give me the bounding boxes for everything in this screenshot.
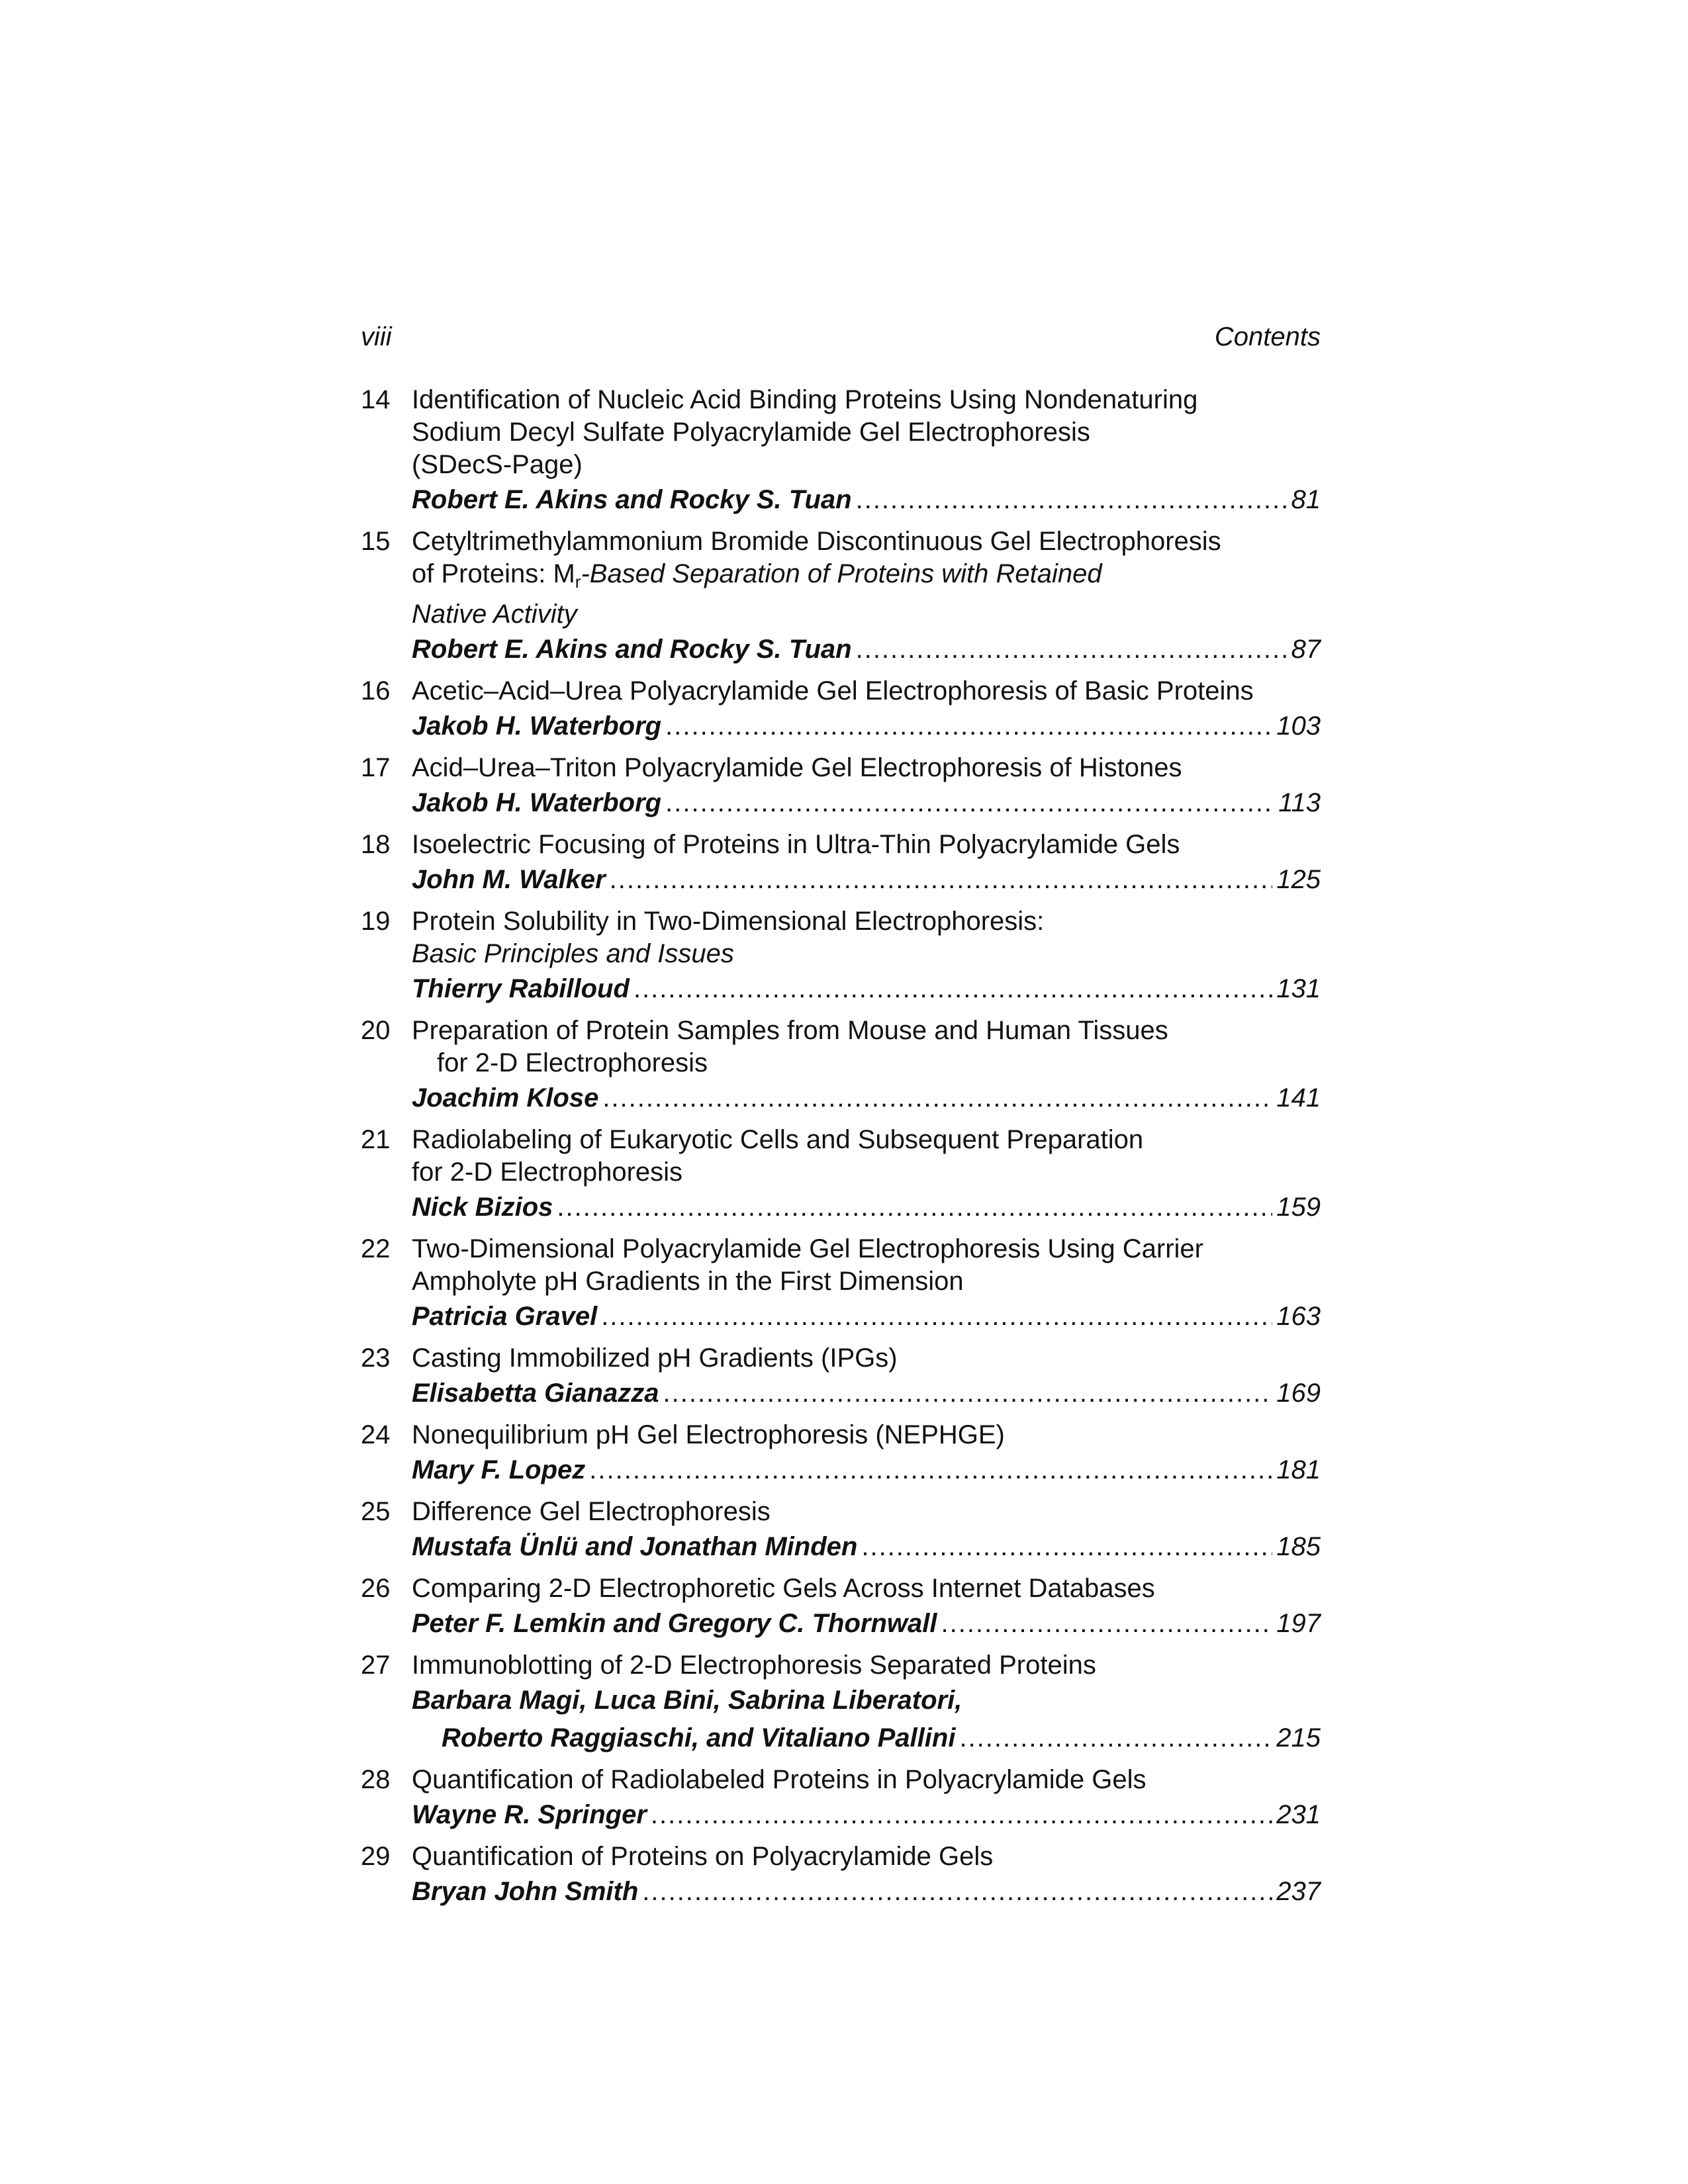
page-number: 159 [1276,1193,1321,1222]
chapter-title-segment: -Based Separation of Proteins with Retained [581,559,1102,588]
author-line [412,1189,1321,1226]
toc-entry-28[interactable] [361,1764,1321,1834]
page-number: 197 [1276,1609,1321,1638]
chapter-title-line: Sodium Decyl Sulfate Polyacrylamide Gel Electrophoresis [412,418,1090,447]
toc-entry-21[interactable] [361,1124,1321,1226]
author-line [412,1298,1321,1336]
page-number: 215 [1276,1723,1321,1752]
toc-entry-24[interactable] [361,1419,1321,1489]
chapter-title-line: Immunoblotting of 2-D Electrophoresis Separated Proteins [412,1651,1096,1680]
author-line [412,1796,1321,1834]
chapter-number: 27 [361,1651,391,1680]
toc-entry-18[interactable] [361,829,1321,899]
page-number-roman: viii [361,322,392,351]
page-number: 181 [1276,1455,1321,1484]
dot-leader [861,1528,1272,1566]
chapter-authors: Barbara Magi, Luca Bini, Sabrina Liberatori, [412,1686,962,1715]
toc-entry-26[interactable] [361,1572,1321,1643]
chapter-number: 23 [361,1343,391,1373]
dot-leader [665,784,1274,822]
chapter-authors: Jakob H. Waterborg [412,788,662,817]
page-number: 87 [1291,635,1321,664]
author-line [412,631,1321,668]
chapter-title-line: Casting Immobilized pH Gradients (IPGs) [412,1343,898,1373]
dot-leader [856,631,1288,668]
chapter-authors: Mustafa Ünlü and Jonathan Minden [412,1532,858,1561]
page-number: 103 [1276,711,1321,741]
page-number: 185 [1276,1532,1321,1561]
page-number: 231 [1276,1800,1321,1829]
author-line [412,861,1321,899]
chapter-title-line [412,558,1321,598]
chapter-number: 26 [361,1574,391,1603]
chapter-title-line: Radiolabeling of Eukaryotic Cells and Subsequent Preparation [412,1125,1144,1154]
toc-entry-19[interactable] [361,905,1321,1008]
author-line [412,1605,1321,1643]
chapter-title-line: Acetic–Acid–Urea Polyacrylamide Gel Electrophoresis of Basic Proteins [412,676,1254,705]
author-line [412,1375,1321,1412]
chapter-number: 15 [361,527,391,556]
author-line [412,481,1321,519]
author-line [412,970,1321,1008]
author-line [412,1079,1321,1117]
toc-entry-20[interactable] [361,1015,1321,1117]
page-number: 113 [1278,788,1321,817]
chapter-authors: Robert E. Akins and Rocky S. Tuan [412,635,852,664]
subscript-r: r [575,572,581,592]
dot-leader [856,481,1288,519]
running-head: Contents [1214,322,1321,351]
chapter-number: 29 [361,1842,391,1871]
page-number: 125 [1276,865,1321,894]
chapter-title-line: for 2-D Electrophoresis [437,1048,708,1077]
dot-leader [941,1605,1273,1643]
chapter-number: 17 [361,753,391,782]
toc-entry-16[interactable] [361,675,1321,745]
dot-leader [663,1375,1272,1412]
page-number: 237 [1276,1877,1321,1906]
dot-leader [589,1451,1272,1489]
page-number: 169 [1276,1379,1321,1408]
toc-entry-17[interactable] [361,752,1321,822]
page-number: 141 [1276,1083,1321,1113]
chapter-number: 18 [361,830,391,859]
chapter-title-line: Two-Dimensional Polyacrylamide Gel Electrophoresis Using Carrier [412,1234,1203,1263]
dot-leader [557,1189,1272,1226]
toc-entry-15[interactable] [361,525,1321,668]
chapter-authors: Nick Bizios [412,1193,553,1222]
dot-leader [602,1079,1272,1117]
chapter-number: 14 [361,385,391,414]
chapter-authors: Joachim Klose [412,1083,599,1113]
author-line [412,707,1321,745]
chapter-title-line: Quantification of Proteins on Polyacrylamide Gels [412,1842,994,1871]
chapter-number: 20 [361,1016,391,1045]
dot-leader [959,1719,1272,1757]
chapter-title-line: Ampholyte pH Gradients in the First Dimension [412,1267,964,1296]
author-line [412,1719,1321,1757]
page-header [361,321,1321,358]
table-of-contents [361,384,1321,1917]
toc-entry-14[interactable] [361,384,1321,519]
chapter-authors: Jakob H. Waterborg [412,711,662,741]
chapter-authors: Mary F. Lopez [412,1455,586,1484]
chapter-number: 25 [361,1497,391,1526]
toc-entry-25[interactable] [361,1496,1321,1566]
chapter-number: 19 [361,907,391,936]
chapter-number: 28 [361,1765,391,1794]
chapter-title-line: Cetyltrimethylammonium Bromide Discontinuous Gel Electrophoresis [412,527,1221,556]
page-number: 81 [1291,485,1321,514]
toc-entry-29[interactable] [361,1841,1321,1911]
chapter-authors: Bryan John Smith [412,1877,639,1906]
chapter-title-line: Nonequilibrium pH Gel Electrophoresis (NEPHGE) [412,1420,1005,1449]
chapter-number: 21 [361,1125,391,1154]
author-line [412,1451,1321,1489]
chapter-number: 22 [361,1234,391,1263]
chapter-title-line: Difference Gel Electrophoresis [412,1497,771,1526]
toc-entry-23[interactable] [361,1342,1321,1412]
chapter-number: 16 [361,676,391,705]
chapter-authors: Wayne R. Springer [412,1800,647,1829]
chapter-title-line: Protein Solubility in Two-Dimensional Electrophoresis: [412,907,1045,936]
chapter-title-line: Native Activity [412,600,577,629]
author-line [412,1873,1321,1911]
chapter-authors: Elisabetta Gianazza [412,1379,659,1408]
page-number: 131 [1276,974,1321,1003]
chapter-title-line: Identification of Nucleic Acid Binding Proteins Using Nondenaturing [412,385,1198,414]
chapter-title-line: for 2-D Electrophoresis [412,1158,683,1187]
chapter-authors: Robert E. Akins and Rocky S. Tuan [412,485,852,514]
author-line [412,1528,1321,1566]
chapter-title-line: Comparing 2-D Electrophoretic Gels Across Internet Databases [412,1574,1155,1603]
dot-leader [642,1873,1272,1911]
dot-leader [633,970,1272,1008]
chapter-title-line: Acid–Urea–Triton Polyacrylamide Gel Electrophoresis of Histones [412,753,1182,782]
chapter-authors: Patricia Gravel [412,1302,598,1331]
page-number: 163 [1276,1302,1321,1331]
chapter-authors: John M. Walker [412,865,606,894]
chapter-number: 24 [361,1420,391,1449]
chapter-authors: Thierry Rabilloud [412,974,630,1003]
author-line [412,1682,1321,1719]
toc-entry-22[interactable] [361,1233,1321,1336]
author-line [412,784,1321,822]
dot-leader [665,707,1272,745]
dot-leader [610,861,1273,899]
dot-leader [601,1298,1272,1336]
dot-leader [651,1796,1272,1834]
chapter-title-segment: of Proteins: M [412,559,575,588]
chapter-title-line: Isoelectric Focusing of Proteins in Ultra-Thin Polyacrylamide Gels [412,830,1180,859]
chapter-authors: Roberto Raggiaschi, and Vitaliano Pallini [442,1723,956,1752]
chapter-title-line: (SDecS-Page) [412,450,583,479]
toc-entry-27[interactable] [361,1649,1321,1757]
chapter-authors: Peter F. Lemkin and Gregory C. Thornwall [412,1609,937,1638]
chapter-title-line: Preparation of Protein Samples from Mouse and Human Tissues [412,1016,1168,1045]
chapter-title-line: Quantification of Radiolabeled Proteins in Polyacrylamide Gels [412,1765,1147,1794]
chapter-title-line: Basic Principles and Issues [412,939,734,968]
